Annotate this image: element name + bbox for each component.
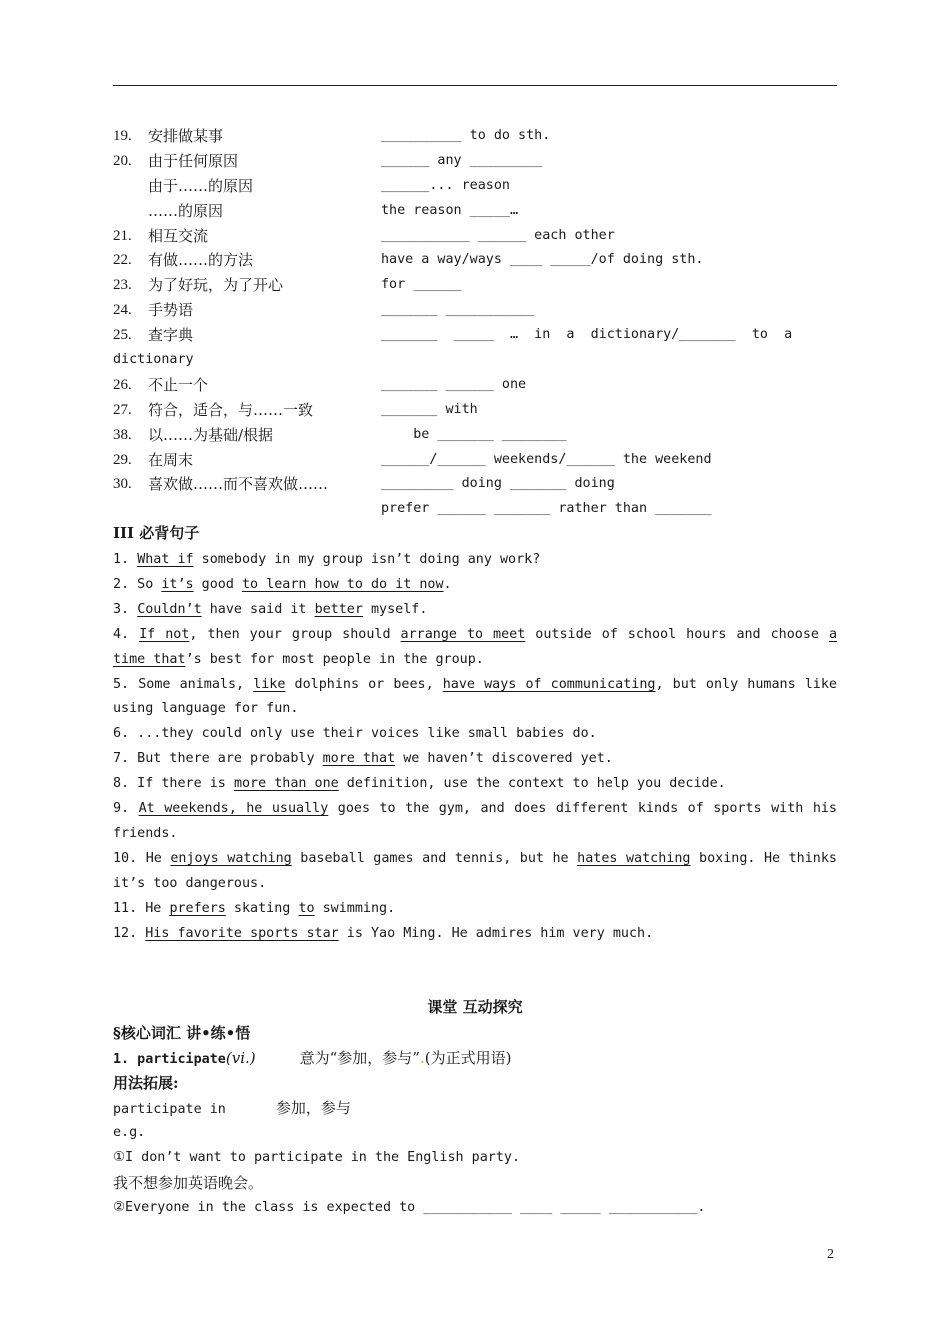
vocab-row — [113, 472, 837, 497]
usage-phrase-line — [113, 1096, 837, 1123]
core-vocab-title: §核心词汇 讲•练•悟 — [113, 1024, 251, 1042]
header-rule — [113, 85, 837, 86]
vocab-number: 26. — [113, 376, 132, 393]
underlined-phrase: hates watching — [577, 850, 691, 866]
underlined-phrase: enjoys watching — [170, 850, 292, 866]
vocab-english: ______ any _________ — [381, 152, 543, 168]
vocab-chinese: 相互交流 — [148, 226, 209, 245]
sentence-text: 3. — [113, 601, 138, 617]
sentence-item — [113, 673, 837, 723]
vocab-english: be _______ ________ — [381, 426, 567, 442]
usage-title: 用法拓展: — [113, 1074, 179, 1092]
underlined-phrase: better — [314, 601, 363, 617]
vocab-chinese: 在周末 — [148, 450, 194, 469]
sentence-text: 12. — [113, 925, 146, 941]
underlined-phrase: more that — [322, 751, 396, 767]
underlined-phrase: prefers — [169, 900, 226, 916]
vocab-row — [113, 248, 837, 273]
sentence-item — [113, 722, 837, 747]
sentence-text: 7. But there are probably — [113, 751, 323, 767]
vocab-row — [113, 398, 837, 423]
vocab-number: 30. — [113, 476, 132, 493]
sentence-item — [113, 573, 837, 598]
usage-phrase-cn: 参加，参与 — [275, 1099, 351, 1117]
vocab-chinese: 以……为基础/根据 — [148, 425, 274, 444]
sentence-item — [113, 797, 837, 847]
vocab-number: 20. — [113, 152, 132, 169]
vocab-chinese: 为了好玩，为了开心 — [148, 276, 284, 295]
vocab-row — [113, 273, 837, 298]
vocab-chinese: 由于任何原因 — [148, 151, 239, 170]
vocab-chinese: 查字典 — [148, 326, 194, 345]
entry-headline: 1. participate(vi.) 意为“参加，参与”.(为正式用语) — [113, 1049, 512, 1067]
sentence-text: outside of school hours and choose — [525, 626, 829, 642]
underlined-phrase: like — [253, 676, 286, 692]
sentence-text: myself. — [362, 601, 428, 617]
sentence-item — [113, 623, 837, 673]
vocab-number: 25. — [113, 327, 132, 344]
vocab-row — [113, 323, 837, 348]
underlined-phrase: a time that — [113, 626, 838, 667]
sentence-list — [113, 548, 837, 947]
entry-note: (为正式用语) — [424, 1049, 512, 1067]
sentence-text: definition, use the context to help you decide. — [338, 776, 726, 792]
sentence-item — [113, 772, 837, 797]
vocab-number: 29. — [113, 451, 132, 468]
vocab-number: 38. — [113, 426, 132, 443]
sentence-text: ’s best for most people in the group. — [185, 651, 484, 667]
document-page — [113, 0, 837, 1344]
sentence-item — [113, 897, 837, 922]
underlined-phrase: If not — [139, 626, 190, 642]
sentence-text: , but only humans like using language for fun. — [113, 676, 837, 717]
vocab-row — [113, 124, 837, 149]
sentence-text: 2. So — [113, 576, 162, 592]
vocab-english: _______ ______ one — [381, 376, 527, 392]
sentence-text: goes to the gym, and does different kinds of sports with his friends. — [113, 801, 837, 841]
example-1-en: ①I don’t want to participate in the English party. — [113, 1150, 521, 1165]
vocab-row — [113, 174, 837, 199]
vocab-row — [113, 373, 837, 398]
vocab-chinese: ……的原因 — [148, 201, 224, 220]
underlined-phrase: it’s — [161, 576, 194, 592]
sentence-text: 9. — [113, 801, 139, 817]
page-number: 2 — [827, 1247, 834, 1262]
sentence-text: 5. Some animals, — [113, 676, 254, 692]
sentence-text: skating — [225, 900, 299, 916]
sentence-text: 1. — [113, 552, 138, 567]
class-section-title: 课堂 互动探究 — [427, 998, 523, 1016]
sentence-text: 4. — [113, 626, 140, 642]
sentence-text: 11. He — [113, 900, 170, 916]
vocab-chinese: 安排做某事 — [148, 127, 224, 145]
sentence-text: , then your group should — [189, 626, 401, 642]
vocab-english: for ______ — [381, 277, 462, 293]
eg-label: e.g. — [113, 1125, 146, 1140]
usage-phrase: participate in — [113, 1102, 226, 1117]
sentence-text: swimming. — [314, 900, 396, 916]
vocab-english: prefer ______ _______ rather than _______ — [381, 501, 712, 517]
example-2-en: ②Everyone in the class is expected to ___________ ____ _____ ___________. — [113, 1200, 706, 1215]
underlined-phrase: Couldn’t — [137, 601, 202, 617]
underlined-phrase: to — [298, 900, 315, 916]
vocab-english: _______ ___________ — [381, 302, 535, 318]
vocab-row — [113, 298, 837, 323]
underlined-phrase: to learn how to do it now — [242, 576, 444, 592]
sentence-text: 10. He — [113, 850, 171, 866]
vocab-row — [113, 199, 837, 224]
vocab-english: _______ with — [381, 401, 478, 417]
sentence-text: 8. If there is — [113, 776, 234, 792]
vocab-english: __________ to do sth. — [381, 128, 551, 143]
sentence-item — [113, 548, 837, 573]
underlined-phrase: What if — [137, 552, 194, 567]
vocab-number: 23. — [113, 277, 132, 294]
underlined-phrase: At weekends, he usually — [138, 801, 329, 817]
vocab-row — [113, 348, 837, 373]
vocab-list — [113, 124, 837, 522]
underlined-phrase: arrange to meet — [400, 626, 526, 642]
sentence-item — [113, 922, 837, 947]
vocab-english: ______/______ weekends/______ the weekend — [381, 451, 712, 467]
vocab-row — [113, 149, 837, 174]
vocab-chinese: 喜欢做……而不喜欢做…… — [148, 475, 329, 494]
sentence-item — [113, 847, 837, 897]
sentence-text: 6. ...they could only use their voices like small babies do. — [113, 726, 597, 742]
sentence-item — [113, 598, 837, 623]
vocab-row — [113, 224, 837, 249]
sentence-text: have said it — [201, 601, 315, 617]
vocab-number: 22. — [113, 252, 132, 269]
vocab-chinese: 由于……的原因 — [148, 176, 254, 195]
sentence-text: somebody in my group isn’t doing any work? — [193, 552, 541, 567]
vocab-chinese: 符合，适合，与……一致 — [148, 400, 314, 419]
vocab-row — [113, 448, 837, 473]
entry-word: 1. participate — [113, 1052, 226, 1067]
vocab-english: ______... reason — [381, 177, 510, 193]
example-1-cn: 我不想参加英语晚会。 — [113, 1174, 264, 1192]
vocab-row — [113, 423, 837, 448]
entry-meaning: 意为“参加，参与” — [299, 1049, 420, 1067]
vocab-english: the reason _____… — [381, 202, 519, 218]
sentence-text: boxing. He thinks it’s too dangerous. — [113, 850, 837, 891]
sentence-item — [113, 747, 837, 772]
sentence-text: baseball games and tennis, but he — [291, 850, 578, 866]
vocab-chinese: 不止一个 — [148, 375, 209, 394]
vocab-english: _______ _____ … in a dictionary/_______ to a — [381, 327, 793, 343]
underlined-phrase: His favorite sports star — [145, 925, 339, 941]
sentence-text: dolphins or bees, — [285, 676, 443, 692]
vocab-number: 19. — [113, 128, 132, 144]
underlined-phrase: have ways of communicating — [442, 676, 656, 692]
vocab-number: 24. — [113, 302, 132, 319]
section-title-sentences: III 必背句子 — [113, 524, 200, 542]
vocab-wrap-text: dictionary — [113, 352, 194, 368]
vocab-row — [113, 497, 837, 522]
sentence-text: good — [193, 576, 242, 592]
vocab-english: ___________ ______ each other — [381, 227, 615, 243]
sentence-text: . — [443, 576, 452, 592]
vocab-number: 27. — [113, 401, 132, 418]
vocab-number: 21. — [113, 227, 132, 244]
vocab-english: _________ doing _______ doing — [381, 476, 615, 492]
vocab-english: have a way/ways ____ _____/of doing sth. — [381, 252, 704, 268]
vocab-chinese: 有做……的方法 — [148, 251, 254, 270]
sentence-text: is Yao Ming. He admires him very much. — [338, 925, 654, 941]
entry-pos: (vi.) — [225, 1049, 256, 1067]
vocab-chinese: 手势语 — [148, 301, 194, 320]
underlined-phrase: more than one — [233, 776, 339, 792]
sentence-text: we haven’t discovered yet. — [395, 751, 613, 767]
